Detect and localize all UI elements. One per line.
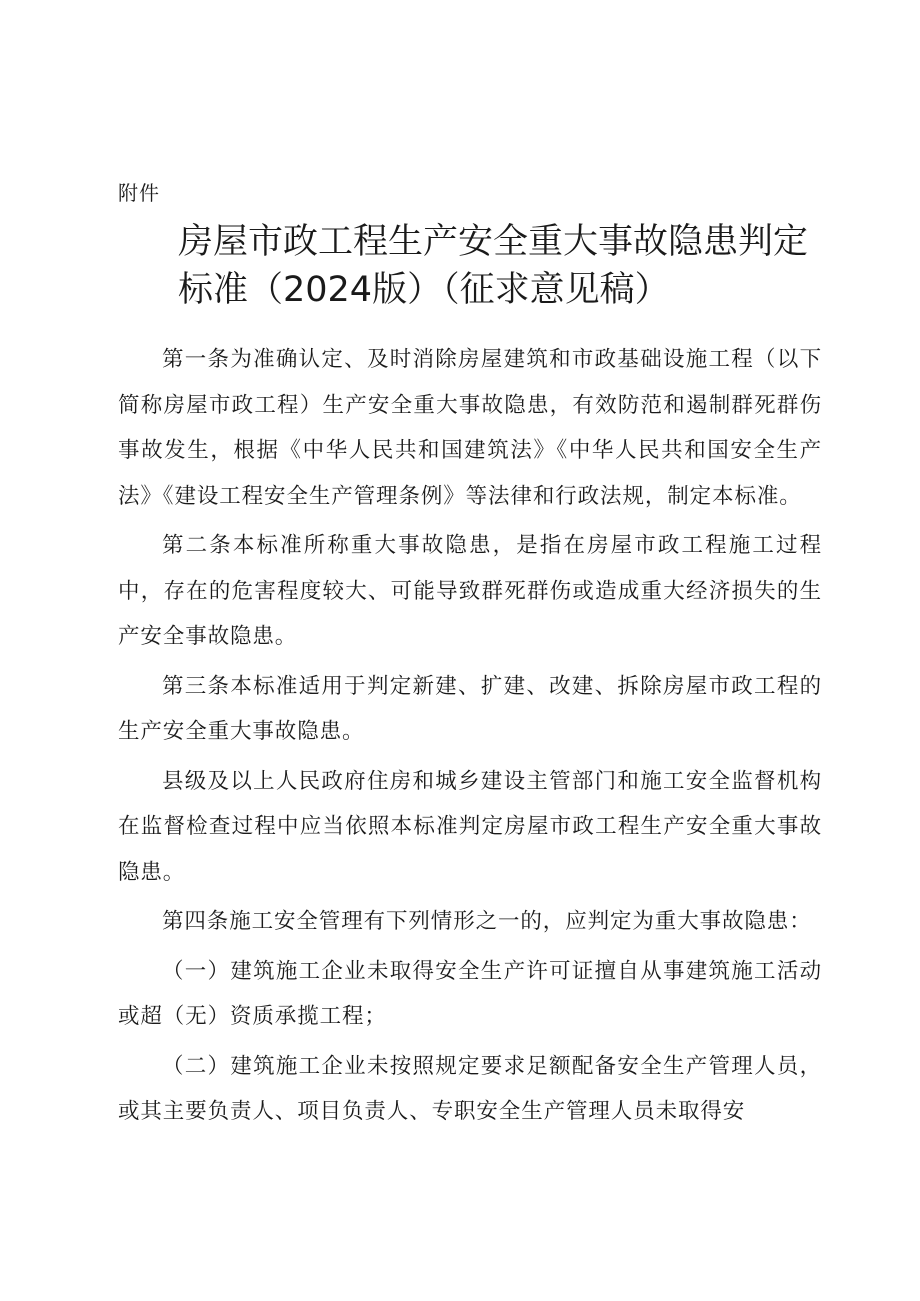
article-3-paragraph: 第三条本标准适用于判定新建、扩建、改建、拆除房屋市政工程的生产安全重大事故隐患。 bbox=[118, 673, 822, 744]
article-4-item-2: （二）建筑施工企业未按照规定要求足额配备安全生产管理人员，或其主要负责人、项目负责人、专职安全生产管理人员未取得安 bbox=[118, 1053, 822, 1124]
document-body bbox=[118, 337, 822, 1139]
attachment-label: 附件 bbox=[118, 181, 160, 205]
article-2-paragraph: 第二条本标准所称重大事故隐患，是指在房屋市政工程施工过程中，存在的危害程度较大、可能导致群死群伤或造成重大经济损失的生产安全事故隐患。 bbox=[118, 533, 822, 649]
article-4-item-1: （一）建筑施工企业未取得安全生产许可证擅自从事建筑施工活动或超（无）资质承揽工程； bbox=[118, 958, 822, 1029]
article-3-supplement-paragraph: 县级及以上人民政府住房和城乡建设主管部门和施工安全监督机构在监督检查过程中应当依照本标准判定房屋市政工程生产安全重大事故隐患。 bbox=[118, 768, 822, 885]
document-title-line-2: 标准（2024版）（征求意见稿） bbox=[178, 270, 670, 310]
document-title-line-1: 房屋市政工程生产安全重大事故隐患判定 bbox=[178, 222, 809, 262]
document-title bbox=[178, 218, 818, 314]
article-4-paragraph: 第四条施工安全管理有下列情形之一的，应判定为重大事故隐患： bbox=[162, 909, 812, 934]
article-1-paragraph: 第一条为准确认定、及时消除房屋建筑和市政基础设施工程（以下简称房屋市政工程）生产安全重大事故隐患，有效防范和遏制群死群伤事故发生，根据《中华人民共和国建筑法》《中华人民共和国安全生产法》《建设工程安全生产管理条例》等法律和行政法规，制定本标准。 bbox=[118, 347, 822, 509]
